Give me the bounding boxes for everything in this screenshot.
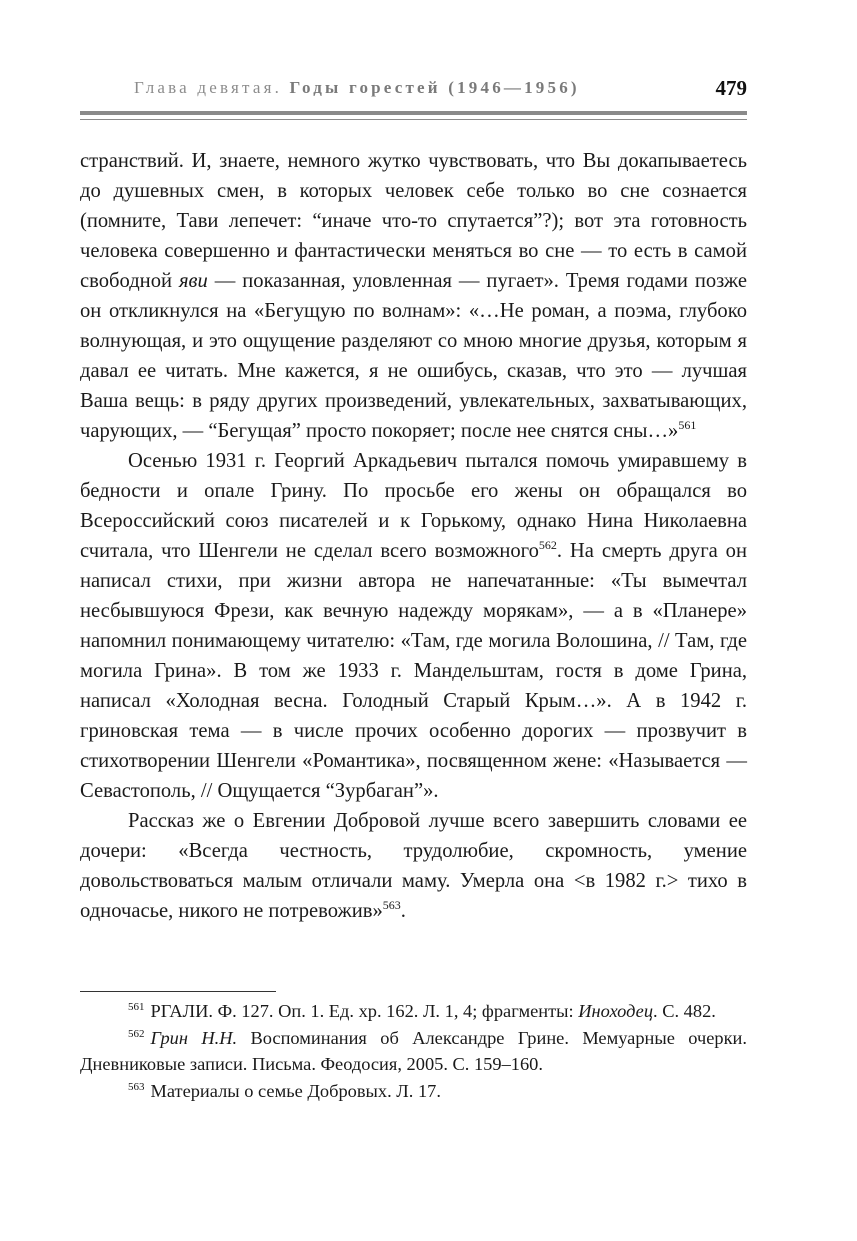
footnote-ref-562[interactable]: 562 bbox=[538, 538, 557, 552]
footnote-text-end: Воспоминания об Александре Грине. Мемуарные очерки. Дневниковые записи. Письма. Феодосия, 2005. С. 159–160. bbox=[80, 1027, 747, 1074]
body-text bbox=[80, 146, 747, 926]
footnote-562 bbox=[80, 1025, 747, 1078]
footnote-number: 563 bbox=[128, 1080, 145, 1093]
footnote-ref-561[interactable]: 561 bbox=[678, 418, 697, 432]
footnotes bbox=[80, 998, 747, 1104]
paragraph-1-text-a: странствий. И, знаете, немного жутко чувствовать, что Вы докапываетесь до душевных смен, в которых человек себе только во сне сознается (помните, Тави лепечет: “иначе что-то спутается”?); вот эта готовность человека совершенно и фантастически меняться во сне — то есть в самой свободной bbox=[80, 150, 747, 292]
paragraph-3-text-a: Рассказ же о Евгении Добровой лучше всего завершить словами ее дочери: «Всегда честность, трудолюбие, скромность, умение довольствоваться малым отличали маму. Умерла она <в 1982 г.> тихо в одночасье, никого не потревожив» bbox=[80, 810, 747, 922]
chapter-heading bbox=[134, 78, 580, 98]
paragraph-1 bbox=[80, 146, 747, 446]
footnote-text-end: . С. 482. bbox=[653, 1001, 716, 1021]
paragraph-3 bbox=[80, 806, 747, 926]
running-head bbox=[80, 76, 747, 106]
footnote-561 bbox=[80, 998, 747, 1025]
chapter-title: Годы горестей (1946—1956) bbox=[289, 78, 580, 97]
footnote-italic: Грин Н.Н. bbox=[150, 1027, 238, 1048]
paragraph-2 bbox=[80, 446, 747, 806]
paragraph-2-text-a: Осенью 1931 г. Георгий Аркадьевич пытался помочь умиравшему в бедности и опале Грину. По просьбе его жены он обращался во Всероссийский союз писателей и к Горькому, однако Нина Николаевна считала, что Шенгели не сделал всего возможного bbox=[80, 450, 747, 562]
footnote-563 bbox=[80, 1078, 747, 1105]
footnote-ref-563[interactable]: 563 bbox=[382, 898, 401, 912]
paragraph-2-text-b: . На смерть друга он написал стихи, при жизни автора не напечатанные: «Ты вымечтал несбывшуюся Фрези, как вечную надежду морякам», — а в «Планере» напомнил понимающему читателю: «Там, где могила Волошина, // Там, где могила Грина». В том же 1933 г. Мандельштам, гостя в доме Грина, написал «Холодная весна. Голодный Старый Крым…». А в 1942 г. гриновская тема — в числе прочих особенно дорогих — прозвучит в стихотворении Шенгели «Романтика», посвященном жене: «Называется — Севастополь, // Ощущается “Зурбаган”». bbox=[80, 540, 747, 802]
footnote-number: 561 bbox=[128, 1001, 145, 1013]
footnote-text: Материалы о семье Добровых. Л. 17. bbox=[150, 1080, 441, 1101]
footnote-italic: Иноходец bbox=[578, 1001, 654, 1021]
chapter-label: Глава девятая. bbox=[134, 78, 283, 97]
footnote-text: РГАЛИ. Ф. 127. Оп. 1. Ед. хр. 162. Л. 1, 4; фрагменты: bbox=[150, 1001, 579, 1021]
header-rule-thin bbox=[80, 119, 747, 120]
book-page bbox=[80, 0, 747, 1241]
page-number: 479 bbox=[715, 76, 747, 100]
footnote-separator bbox=[80, 991, 276, 992]
paragraph-3-text-b: . bbox=[400, 900, 406, 922]
header-rule-thick bbox=[80, 111, 747, 115]
paragraph-1-italic: яви bbox=[178, 270, 208, 292]
paragraph-1-text-c: — показанная, уловленная — пугает». Тремя годами позже он откликнулся на «Бегущую по волнам»: «…Не роман, а поэма, глубоко волнующая, и это ощущение разделяют со мною многие друзья, которым я давал ее читать. Мне кажется, я не ошибусь, сказав, что это — лучшая Ваша вещь: в ряду других произведений, увлекательных, захватывающих, чарующих, — “Бегущая” просто покоряет; после нее снятся сны…» bbox=[80, 270, 747, 442]
footnote-number: 562 bbox=[128, 1027, 145, 1040]
